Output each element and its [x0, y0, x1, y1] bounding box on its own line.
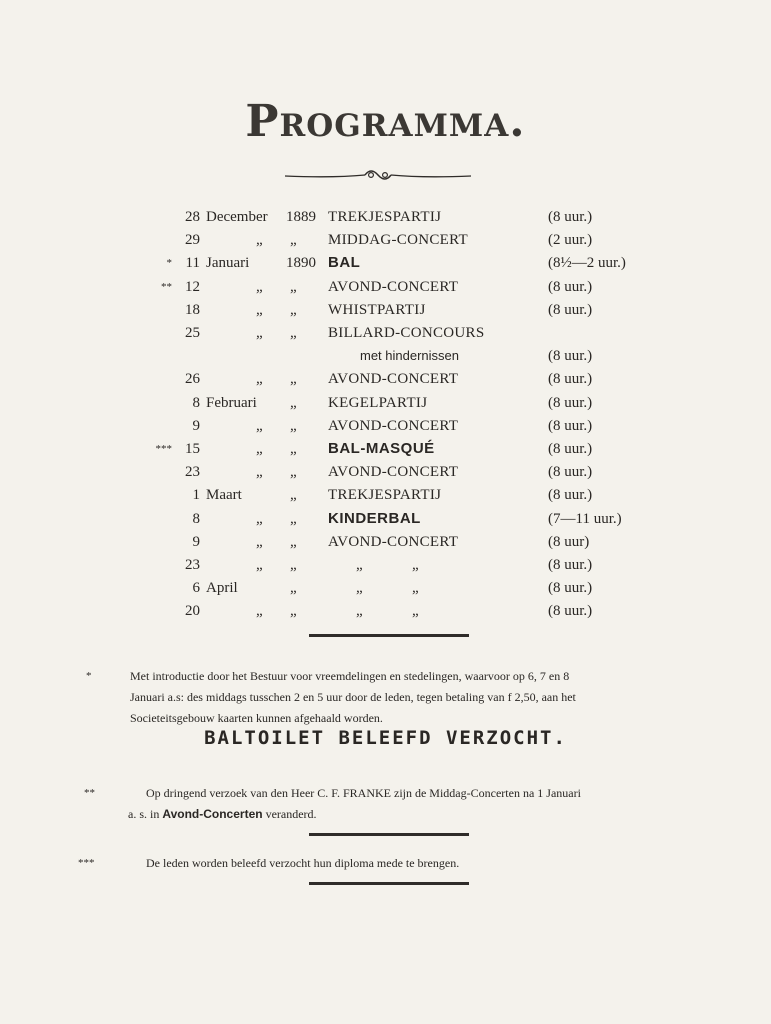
footnote-mark: ***: [78, 857, 95, 869]
event-day: 28: [185, 209, 200, 225]
event-year: 1889: [286, 209, 316, 225]
event-month: „: [256, 557, 263, 573]
footnote-1: [86, 666, 706, 726]
event-name: BILLARD-CONCOURS: [328, 325, 485, 341]
event-day: 18: [185, 302, 200, 318]
event-name: BAL-MASQUÉ: [328, 440, 435, 457]
event-time: (8 uur): [548, 534, 590, 550]
event-month: „: [256, 325, 263, 341]
footnote-text-line: Op dringend verzoek van den Heer C. F. FRANKE zijn de Middag-Concerten na 1 Januari: [146, 786, 581, 800]
event-name: AVOND-CONCERT: [328, 279, 459, 295]
event-month: April: [206, 580, 238, 596]
footnote-text-line: De leden worden beleefd verzocht hun diploma mede te brengen.: [146, 856, 460, 870]
event-ditto: „: [356, 557, 363, 573]
ornament-divider: [283, 164, 473, 186]
footnote-mark: *: [86, 670, 92, 682]
event-year: „: [290, 371, 297, 387]
event-year: „: [290, 279, 297, 295]
event-day: 20: [185, 603, 200, 619]
program-row: [0, 322, 771, 344]
event-day: 29: [185, 232, 200, 248]
event-month: „: [256, 464, 263, 480]
footnote-mark: **: [84, 787, 95, 799]
program-row: [0, 438, 771, 460]
page-title: Programma.: [245, 96, 526, 147]
program-row: [0, 531, 771, 553]
program-row: [0, 508, 771, 530]
event-time: (8 uur.): [548, 418, 593, 434]
program-row: [0, 368, 771, 390]
event-time: (8 uur.): [548, 487, 593, 503]
event-time: (8 uur.): [548, 371, 593, 387]
program-row: [0, 484, 771, 506]
event-year: „: [290, 580, 297, 596]
event-month: December: [206, 209, 268, 225]
event-subtitle: met hindernissen: [360, 348, 459, 363]
event-name: KEGELPARTIJ: [328, 395, 428, 411]
program-row: [0, 392, 771, 414]
program-row: [0, 600, 771, 622]
event-month: „: [256, 441, 263, 457]
program-row: [0, 345, 771, 367]
event-month: Maart: [206, 487, 242, 503]
event-year: „: [290, 557, 297, 573]
program-row: [0, 415, 771, 437]
event-time: (8 uur.): [548, 348, 593, 364]
event-year: „: [290, 418, 297, 434]
footnote-2: [84, 783, 724, 825]
event-month: „: [256, 418, 263, 434]
program-row: [0, 252, 771, 274]
divider-rule: [309, 634, 469, 637]
event-time: (8 uur.): [548, 209, 593, 225]
event-year: 1890: [286, 255, 316, 271]
event-month: „: [256, 279, 263, 295]
footnote-text-line: [128, 804, 317, 824]
event-time: (8½—2 uur.): [548, 255, 626, 271]
event-day: 15: [185, 441, 200, 457]
event-month: „: [256, 534, 263, 550]
event-day: 9: [192, 534, 200, 550]
footnote-reference: **: [161, 281, 172, 293]
event-ditto: „: [356, 603, 363, 619]
program-row: [0, 229, 771, 251]
event-name: AVOND-CONCERT: [328, 418, 459, 434]
event-name: BAL: [328, 254, 361, 271]
event-name: TREKJESPARTIJ: [328, 487, 442, 503]
event-year: „: [290, 511, 297, 527]
event-month: Januari: [206, 255, 250, 271]
event-name: KINDERBAL: [328, 510, 421, 527]
event-day: 26: [185, 371, 200, 387]
event-month: „: [256, 603, 263, 619]
footnote-text-line: Societeitsgebouw kaarten kunnen afgehaald worden.: [130, 711, 383, 725]
event-ditto: „: [412, 603, 419, 619]
event-year: „: [290, 487, 297, 503]
event-day: 6: [192, 580, 200, 596]
program-row: [0, 276, 771, 298]
event-year: „: [290, 232, 297, 248]
event-name: AVOND-CONCERT: [328, 464, 459, 480]
footnote-text-part: a. s. in: [128, 807, 163, 821]
divider-rule: [309, 833, 469, 836]
event-time: (7—11 uur.): [548, 511, 622, 527]
event-time: (8 uur.): [548, 603, 593, 619]
footnote-bold-text: Avond-Concerten: [162, 807, 263, 821]
event-name: TREKJESPARTIJ: [328, 209, 442, 225]
event-ditto: „: [412, 557, 419, 573]
event-year: „: [290, 603, 297, 619]
event-year: „: [290, 534, 297, 550]
event-name: MIDDAG-CONCERT: [328, 232, 468, 248]
event-day: 23: [185, 464, 200, 480]
event-day: 25: [185, 325, 200, 341]
event-month: „: [256, 371, 263, 387]
event-year: „: [290, 302, 297, 318]
footnote-text-line: Januari a.s: des middags tusschen 2 en 5 uur door de leden, tegen betaling van f 2,50, aan het: [130, 690, 576, 704]
event-time: (8 uur.): [548, 441, 593, 457]
event-ditto: „: [356, 580, 363, 596]
event-name: WHISTPARTIJ: [328, 302, 426, 318]
event-year: „: [290, 395, 297, 411]
event-day: 12: [185, 279, 200, 295]
event-month: Februari: [206, 395, 257, 411]
event-month: „: [256, 302, 263, 318]
program-row: [0, 577, 771, 599]
event-day: 1: [192, 487, 200, 503]
event-time: (8 uur.): [548, 395, 593, 411]
event-year: „: [290, 441, 297, 457]
footnote-text-line: Met introductie door het Bestuur voor vreemdelingen en stedelingen, waarvoor op 6, 7 en 8: [130, 669, 570, 683]
footnote-reference: *: [166, 257, 172, 269]
dress-code-heading: BALTOILET BELEEFD VERZOCHT.: [204, 727, 567, 749]
event-day: 23: [185, 557, 200, 573]
event-year: „: [290, 464, 297, 480]
divider-rule: [309, 882, 469, 885]
event-time: (8 uur.): [548, 302, 593, 318]
event-day: 9: [192, 418, 200, 434]
event-ditto: „: [412, 580, 419, 596]
footnote-3: [78, 853, 678, 875]
event-time: (8 uur.): [548, 580, 593, 596]
event-time: (8 uur.): [548, 279, 593, 295]
event-month: „: [256, 232, 263, 248]
event-name: AVOND-CONCERT: [328, 534, 459, 550]
footnote-text-part: veranderd.: [262, 807, 317, 821]
event-time: (8 uur.): [548, 464, 593, 480]
event-day: 11: [185, 255, 200, 271]
footnote-reference: ***: [155, 443, 172, 455]
event-month: „: [256, 511, 263, 527]
program-row: [0, 206, 771, 228]
event-time: (8 uur.): [548, 557, 593, 573]
event-day: 8: [192, 395, 200, 411]
event-day: 8: [192, 511, 200, 527]
event-name: AVOND-CONCERT: [328, 371, 459, 387]
program-row: [0, 461, 771, 483]
program-row: [0, 554, 771, 576]
program-row: [0, 299, 771, 321]
event-year: „: [290, 325, 297, 341]
event-time: (2 uur.): [548, 232, 593, 248]
